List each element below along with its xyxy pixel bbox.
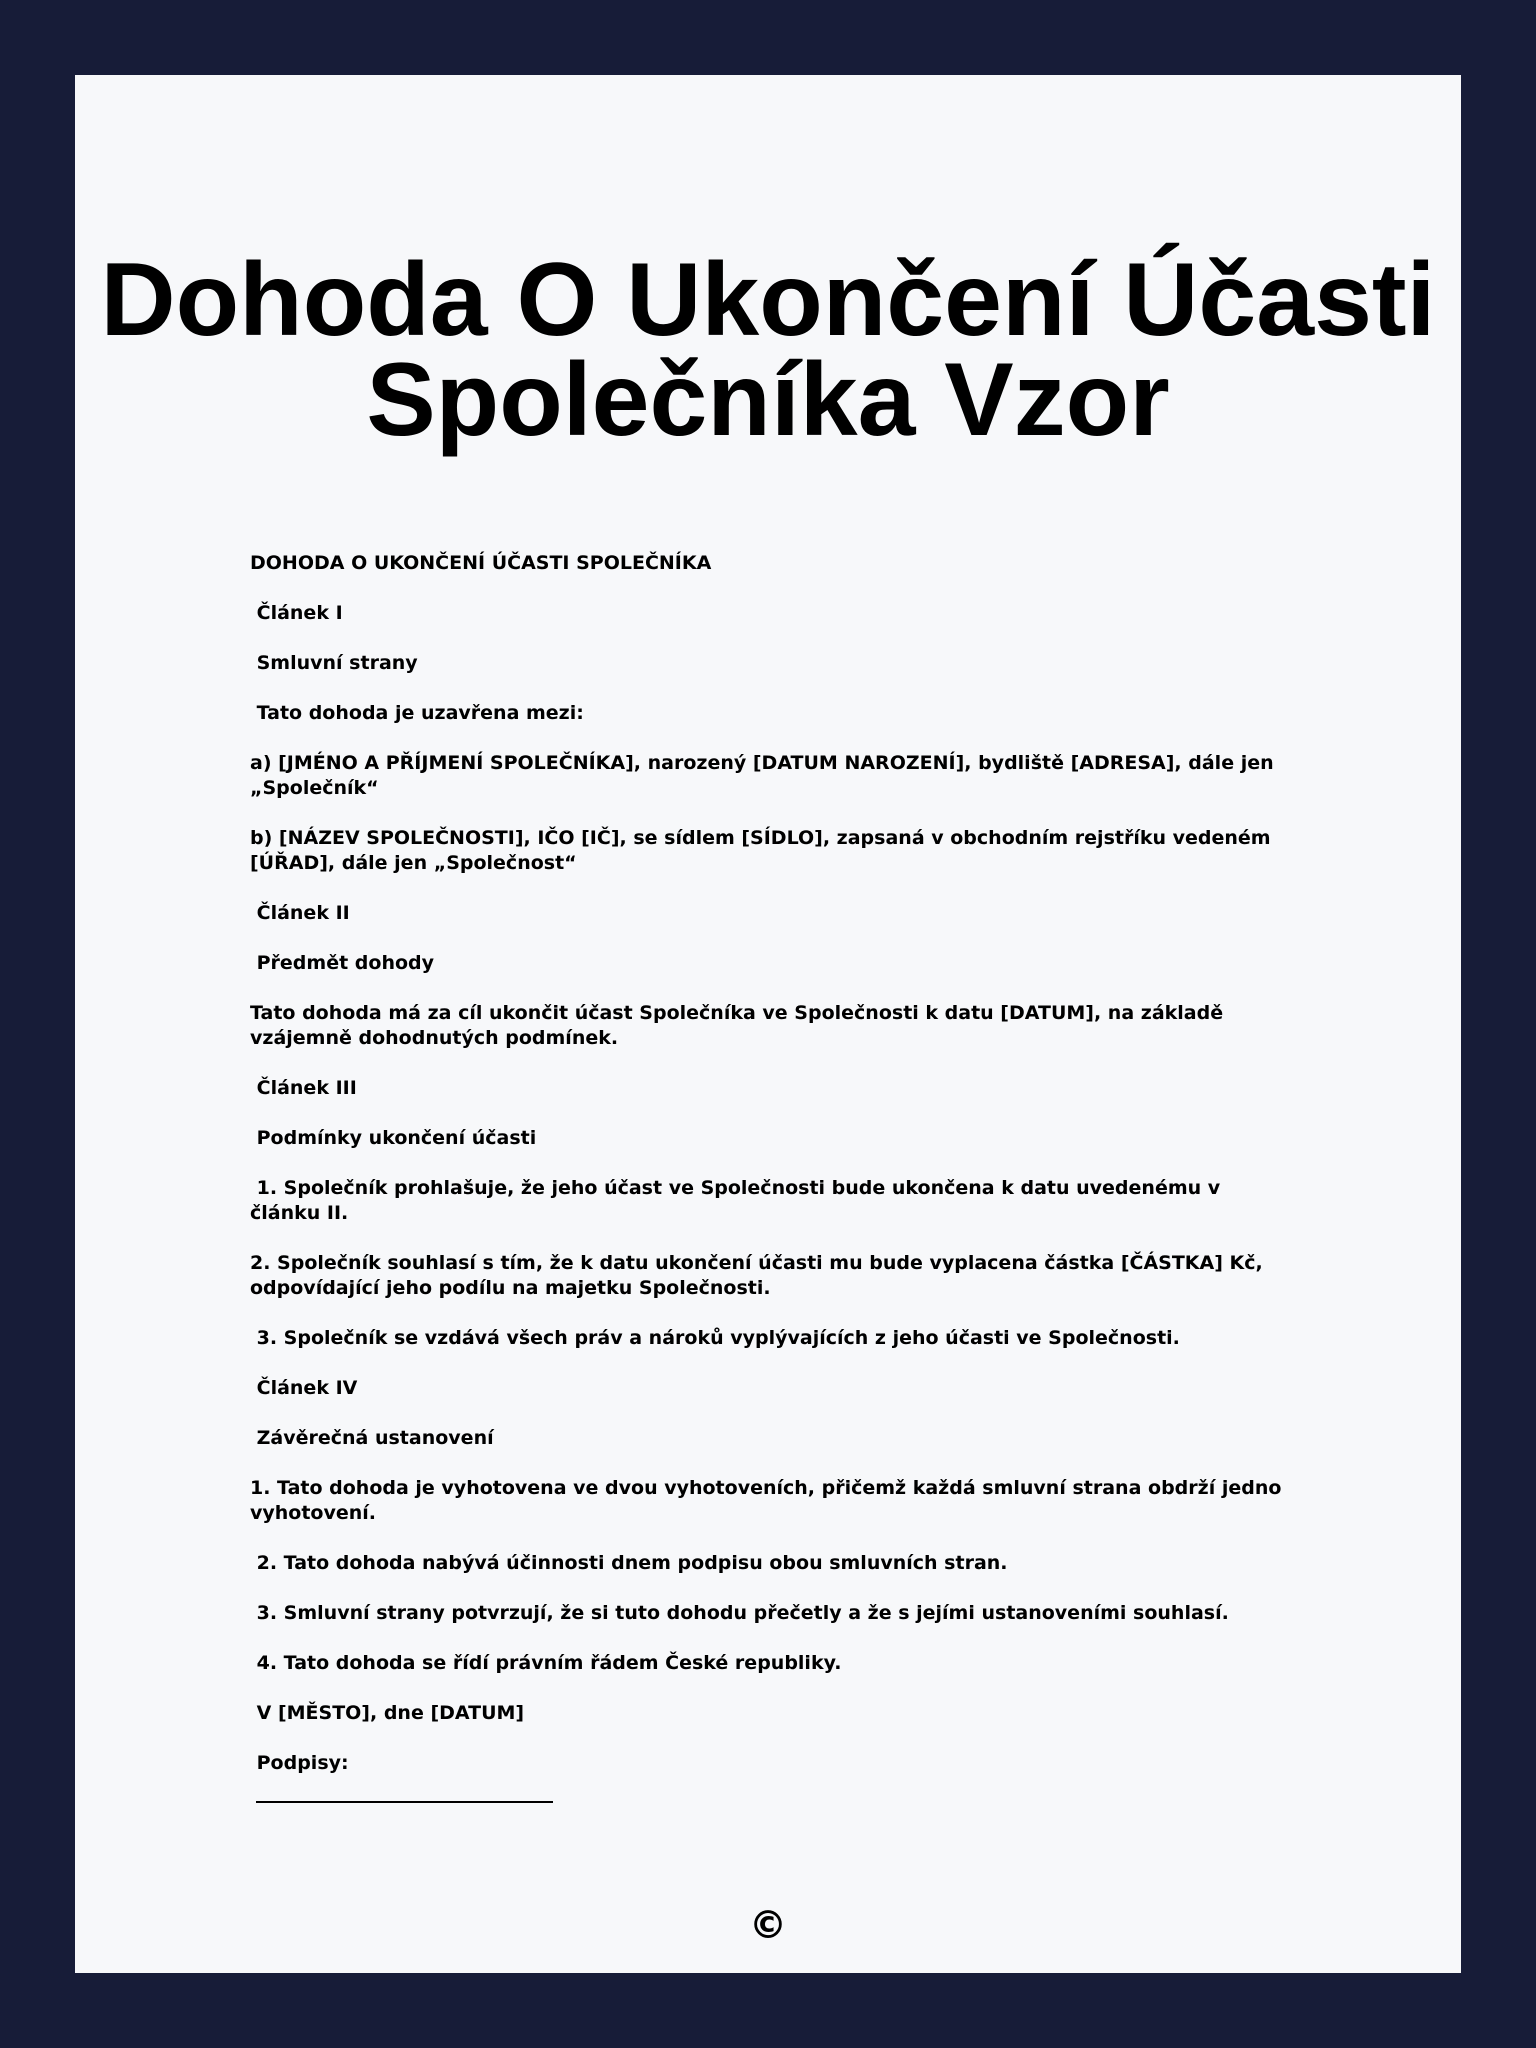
party-b: b) [NÁZEV SPOLEČNOSTI], IČO [IČ], se sídlem [SÍDLO], zapsaná v obchodním rejstříku vedeném [ÚŘAD], dále jen „Společnost“ <box>250 827 1278 874</box>
document-body <box>250 551 1290 1803</box>
article-3-title: Podmínky ukončení účasti <box>250 1127 537 1149</box>
article-4-point-3: 3. Smluvní strany potvrzují, že si tuto dohodu přečetly a že s jejími ustanoveními souhlasí. <box>250 1602 1229 1624</box>
article-1-title: Smluvní strany <box>250 652 418 674</box>
article-4-title: Závěrečná ustanovení <box>250 1427 494 1449</box>
article-2-heading: Článek II <box>250 902 350 924</box>
article-3-point-3: 3. Společník se vzdává všech práv a nároků vyplývajících z jeho účasti ve Společnosti. <box>250 1327 1180 1349</box>
signature-line <box>256 1801 553 1803</box>
heading-agreement: DOHODA O UKONČENÍ ÚČASTI SPOLEČNÍKA <box>250 552 712 574</box>
article-1-heading: Článek I <box>250 602 343 624</box>
article-4-point-2: 2. Tato dohoda nabývá účinnosti dnem podpisu obou smluvních stran. <box>250 1552 1008 1574</box>
article-2-text: Tato dohoda má za cíl ukončit účast Společníka ve Společnosti k datu [DATUM], na základě vzájemně dohodnutých podmínek. <box>250 1002 1230 1049</box>
article-3-point-2: 2. Společník souhlasí s tím, že k datu ukončení účasti mu bude vyplacena částka [ČÁSTKA] Kč, odpovídající jeho podílu na majetku Společnosti. <box>250 1252 1270 1299</box>
title-line-2: Společníka Vzor <box>366 342 1170 458</box>
article-4-point-4: 4. Tato dohoda se řídí právním řádem České republiky. <box>250 1652 842 1674</box>
document-page <box>75 75 1461 1973</box>
title-line-1: Dohoda O Ukončení Účasti <box>100 242 1436 358</box>
copyright-icon: © <box>749 1903 787 1947</box>
article-3-heading: Článek III <box>250 1077 357 1099</box>
place-date-line: V [MĚSTO], dne [DATUM] <box>250 1702 525 1724</box>
signatures-label: Podpisy: <box>250 1752 349 1774</box>
article-4-heading: Článek IV <box>250 1377 358 1399</box>
document-title <box>75 242 1461 458</box>
article-4-point-1: 1. Tato dohoda je vyhotovena ve dvou vyhotoveních, přičemž každá smluvní strana obdrží jedno vyhotovení. <box>250 1477 1289 1524</box>
article-1-intro: Tato dohoda je uzavřena mezi: <box>250 702 584 724</box>
article-3-point-1: 1. Společník prohlašuje, že jeho účast ve Společnosti bude ukončena k datu uvedenému v článku II. <box>250 1177 1227 1224</box>
party-a: a) [JMÉNO A PŘÍJMENÍ SPOLEČNÍKA], narozený [DATUM NAROZENÍ], bydliště [ADRESA], dále jen „Společník“ <box>250 752 1281 799</box>
article-2-title: Předmět dohody <box>250 952 435 974</box>
